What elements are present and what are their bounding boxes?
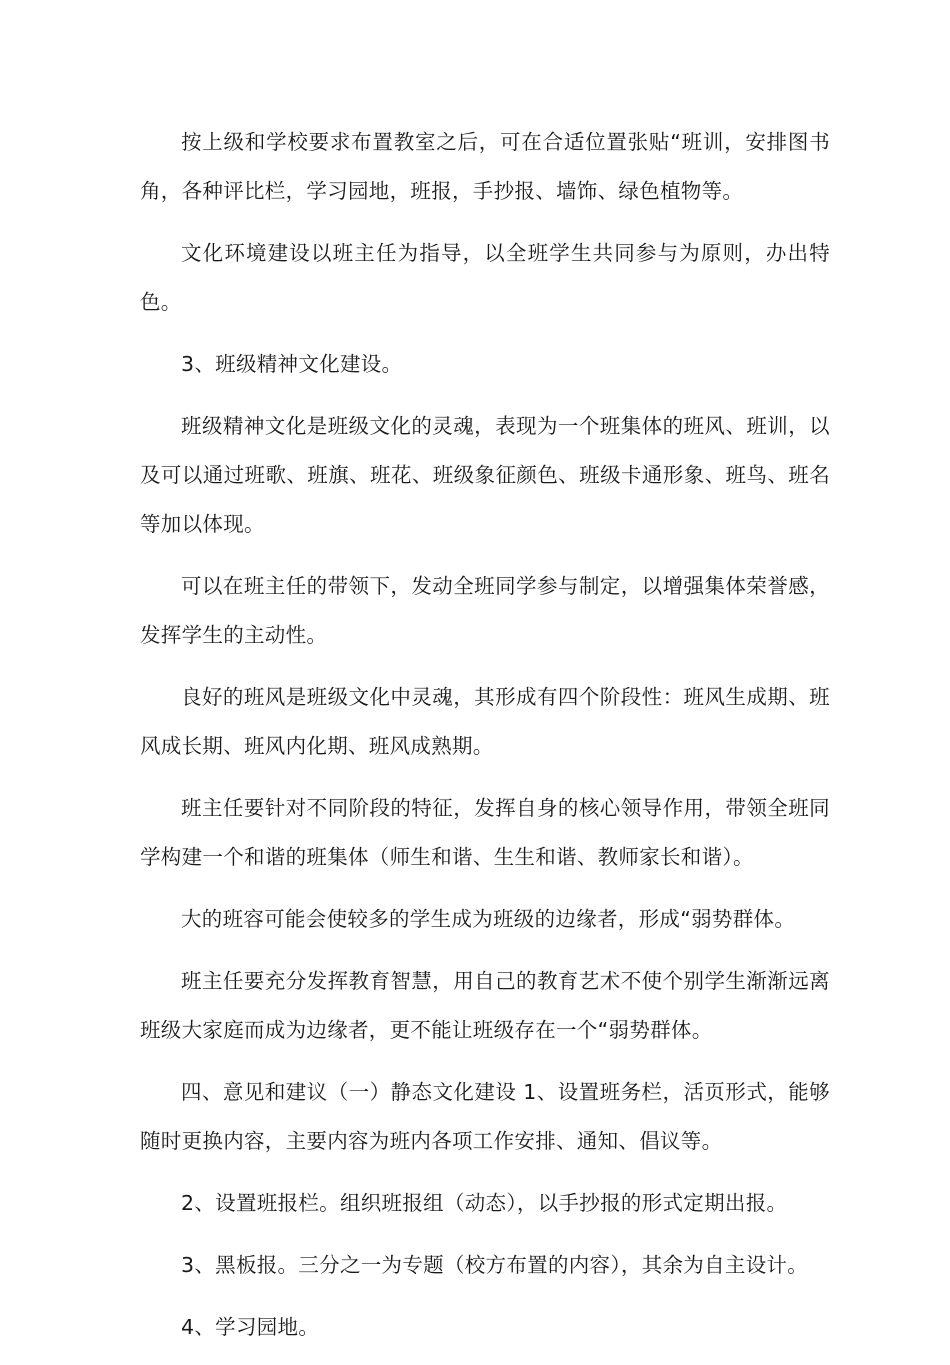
paragraph: 大的班容可能会使较多的学生成为班级的边缘者，形成“弱势群体。	[181, 907, 796, 931]
list-item: 2、设置班报栏。组织班报组（动态），以手抄报的形式定期出报。	[181, 1191, 788, 1215]
list-item: 3、黑板报。三分之一为专题（校方布置的内容），其余为自主设计。	[181, 1253, 809, 1277]
paragraph: 良好的班风是班级文化中灵魂，其形成有四个阶段性：班风生成期、班风成长期、班风内化期、班风成熟期。	[140, 685, 830, 758]
paragraph: 班级精神文化是班级文化的灵魂，表现为一个班集体的班风、班训，以及可以通过班歌、班旗、班花、班级象征颜色、班级卡通形象、班鸟、班名等加以体现。	[140, 414, 830, 536]
paragraph: 可以在班主任的带领下，发动全班同学参与制定，以增强集体荣誉感，发挥学生的主动性。	[140, 574, 830, 647]
section-heading: 3、班级精神文化建设。	[181, 352, 403, 376]
list-item: 4、学习园地。	[181, 1315, 320, 1339]
document-body	[140, 118, 830, 1365]
paragraph: 文化环境建设以班主任为指导，以全班学生共同参与为原则，办出特色。	[140, 241, 830, 314]
paragraph: 四、意见和建议（一）静态文化建设 1、设置班务栏，活页形式，能够随时更换内容，主要内容为班内各项工作安排、通知、倡议等。	[140, 1080, 830, 1153]
paragraph: 班主任要针对不同阶段的特征，发挥自身的核心领导作用，带领全班同学构建一个和谐的班集体（师生和谐、生生和谐、教师家长和谐）。	[140, 796, 830, 869]
paragraph: 按上级和学校要求布置教室之后，可在合适位置张贴“班训，安排图书角，各种评比栏，学习园地，班报，手抄报、墙饰、绿色植物等。	[140, 130, 830, 203]
paragraph: 班主任要充分发挥教育智慧，用自己的教育艺术不使个别学生渐渐远离班级大家庭而成为边缘者，更不能让班级存在一个“弱势群体。	[140, 969, 830, 1042]
